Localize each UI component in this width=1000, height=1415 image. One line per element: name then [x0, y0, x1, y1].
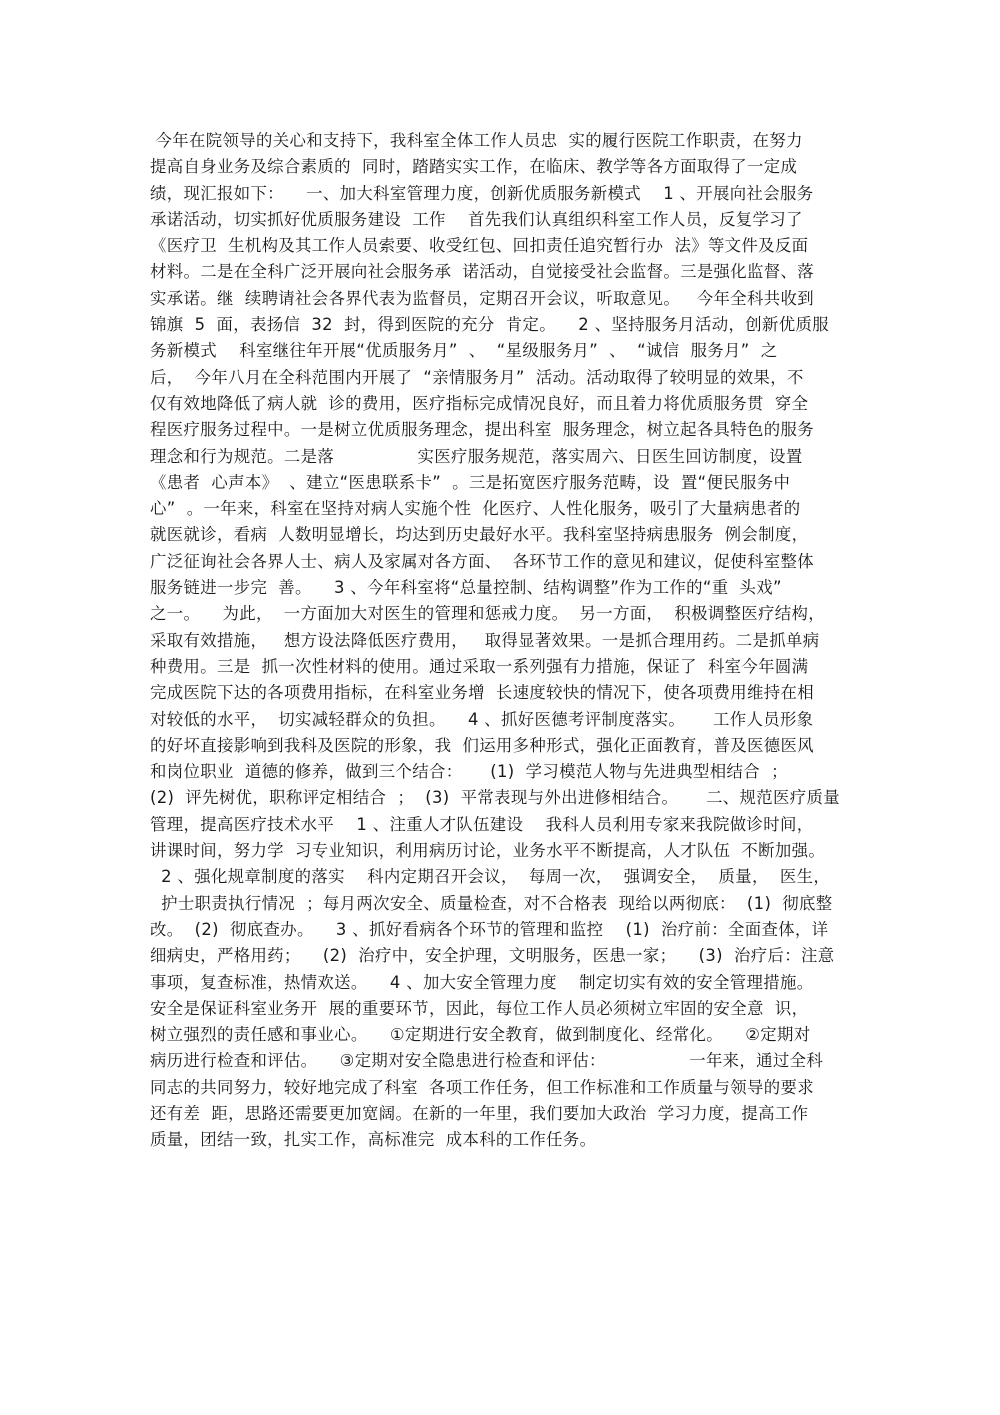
text-line: 之一。 为此， 一方面加大对医生的管理和惩戒力度。 另一方面， 积极调整医疗结构， — [150, 604, 826, 624]
text-line: (2) 评先树优，职称评定相结合 ； (3) 平常表现与外出进修相结合。 二、规范医疗质量 — [150, 788, 840, 808]
text-line: 事项，复查标准，热情欢送。 4 、加大安全管理力度 制定切实有效的安全管理措施。 — [150, 972, 814, 992]
text-line: 的好坏直接影响到我科及医院的形象，我 们运用多种形式，强化正面教育，普及医德医风 — [150, 735, 815, 755]
text-line: 同志的共同努力，较好地完成了科室 各项工作任务，但工作标准和工作质量与领导的要求 — [150, 1077, 815, 1097]
text-line: 心” 。一年来，科室在坚持对病人实施个性 化医疗、人性化服务，吸引了大量病患者的 — [150, 499, 801, 519]
text-line: 后， 今年八月在全科范围内开展了 “亲情服务月” 活动。活动取得了较明显的效果，不 — [150, 367, 804, 387]
text-line: 仅有效地降低了病人就 诊的费用，医疗指标完成情况良好，而且着力将优质服务贯 穿全 — [150, 393, 809, 413]
text-line: 护士职责执行情况 ；每月两次安全、质量检查，对不合格表 现给以两彻底： (1) 彻底整 — [150, 893, 833, 913]
text-line: 程医疗服务过程中。一是树立优质服务理念，提出科室 服务理念，树立起各具特色的服务 — [150, 420, 815, 440]
text-line: 讲课时间，努力学 习专业知识，利用病历讨论，业务水平不断提高，人才队伍 不断加强。 — [150, 841, 826, 861]
text-line: 质量，团结一致，扎实工作，高标准完 成本科的工作任务。 — [150, 1130, 597, 1150]
text-line: 安全是保证科室业务开 展的重要环节，因此，每位工作人员必须树立牢固的安全意 识， — [150, 998, 809, 1018]
text-line: 务新模式 科室继往年开展“优质服务月” 、 “星级服务月” 、 “诚信 服务月” 之 — [150, 341, 778, 361]
text-line: 《患者 心声本》 、建立“医患联系卡” 。三是拓宽医疗服务范畴，设 置“便民服务中 — [150, 472, 791, 492]
text-line: 材料。二是在全科广泛开展向社会服务承 诺活动，自觉接受社会监督。三是强化监督、落 — [150, 262, 815, 282]
text-line: 绩，现汇报如下： 一、加大科室管理力度，创新优质服务新模式 1 、开展向社会服务 — [150, 183, 814, 203]
text-line: 实承诺。继 续聘请社会各界代表为监督员，定期召开会议，听取意见。 今年全科共收到 — [150, 288, 814, 308]
text-line: 今年在院领导的关心和支持下，我科室全体工作人员忠 实的履行医院工作职责，在努力 — [150, 131, 803, 150]
text-line: 广泛征询社会各界人士、病人及家属对各方面、 各环节工作的意见和建议，促使科室整体 — [150, 551, 815, 571]
text-line: 提高自身业务及综合素质的 同时，踏踏实实工作，在临床、教学等各方面取得了一定成 — [150, 157, 798, 177]
report-body-text — [150, 128, 852, 1154]
text-line: 承诺活动，切实抓好优质服务建设 工作 首先我们认真组织科室工作人员，反复学习了 — [150, 209, 803, 229]
text-line: 2 、强化规章制度的落实 科内定期召开会议， 每周一次， 强调安全， 质量， 医生， — [150, 867, 831, 887]
text-line: 细病史，严格用药； (2) 治疗中，安全护理，文明服务，医患一家； (3) 治疗后：注意 — [150, 946, 835, 966]
text-line: 管理，提高医疗技术水平 1 、注重人才队伍建设 我科人员利用专家来我院做诊时间， — [150, 814, 814, 834]
text-line: 种费用。三是 抓一次性材料的使用。通过采取一系列强有力措施，保证了 科室今年圆满 — [150, 656, 809, 676]
text-line: 改。 (2) 彻底查办。 3 、抓好看病各个环节的管理和监控 (1) 治疗前：全面查体，详 — [150, 919, 829, 939]
text-line: 树立强烈的责任感和事业心。 ①定期进行安全教育，做到制度化、经常化。 ②定期对 — [150, 1025, 811, 1045]
text-line: 完成医院下达的各项费用指标，在科室业务增 长速度较快的情况下，使各项费用维持在相 — [150, 683, 815, 703]
text-line: 《医疗卫 生机构及其工作人员索要、收受红包、回扣责任追究暂行办 法》等文件及反面 — [150, 236, 809, 256]
text-line: 理念和行为规范。二是落 实医疗服务规范，落实周六、日医生回访制度，设置 — [150, 446, 803, 466]
text-line: 和岗位职业 道德的修养，做到三个结合： (1) 学习模范人物与先进典型相结合 ； — [150, 762, 788, 782]
text-line: 病历进行检查和评估。 ③定期对安全隐患进行检查和评估： 一年来，通过全科 — [150, 1051, 824, 1071]
text-line: 锦旗 5 面，表扬信 32 封，得到医院的充分 肯定。 2 、坚持服务月活动，创新优质服 — [150, 315, 829, 335]
text-line: 就医就诊，看病 人数明显增长，均达到历史最好水平。我科室坚持病患服务 例会制度， — [150, 525, 809, 545]
text-line: 对较低的水平， 切实减轻群众的负担。 4 、抓好医德考评制度落实。 工作人员形象 — [150, 709, 814, 729]
text-line: 采取有效措施， 想方设法降低医疗费用， 取得显著效果。一是抓合理用药。二是抓单病 — [150, 630, 820, 650]
text-line: 还有差 距，思路还需要更加宽阔。在新的一年里，我们要加大政治 学习力度，提高工作 — [150, 1103, 809, 1123]
text-line: 服务链进一步完 善。 3 、今年科室将“总量控制、结构调整”作为工作的“重 头戏” — [150, 578, 782, 598]
